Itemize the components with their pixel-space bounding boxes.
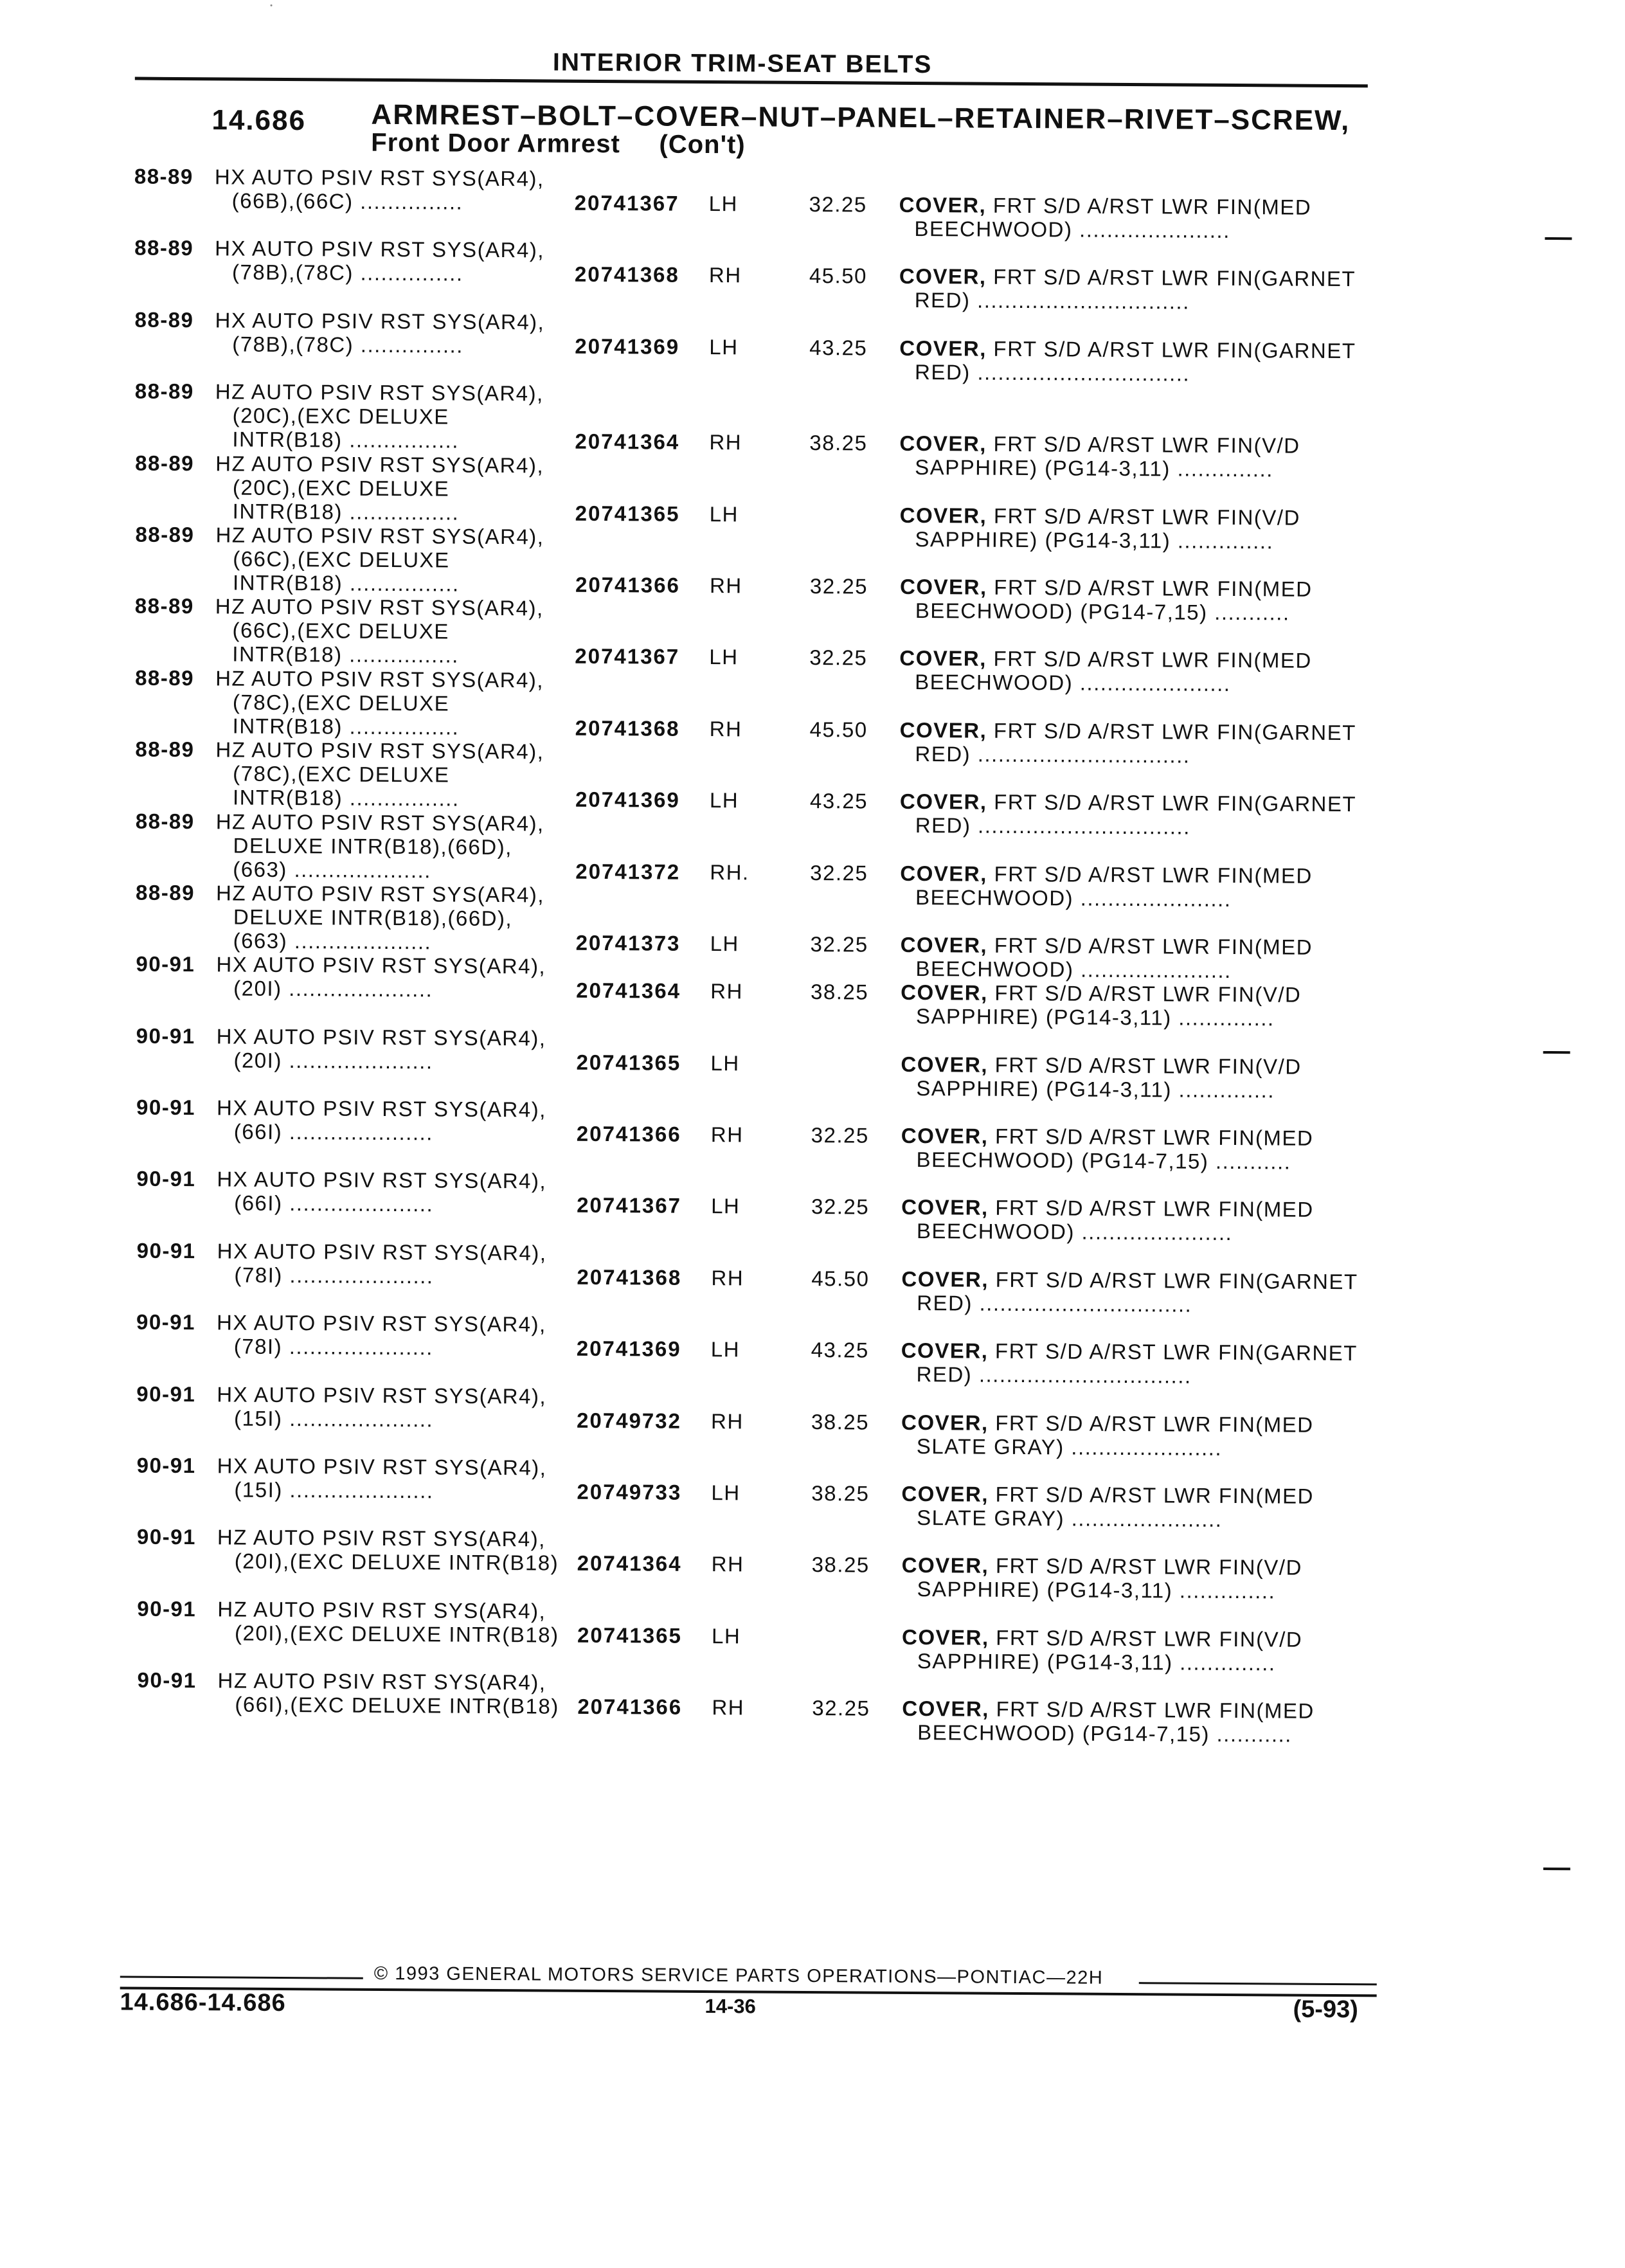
model-years: 88-89 bbox=[134, 307, 194, 332]
model-years: 90-91 bbox=[136, 1310, 196, 1335]
side-code: LH bbox=[710, 931, 739, 956]
application-description bbox=[215, 165, 600, 215]
application-continuation: (66C),(EXC DELUXE bbox=[232, 618, 449, 644]
section-subtitle bbox=[371, 129, 746, 160]
parts-entry bbox=[0, 307, 1624, 388]
application-lead: HX AUTO PSIV RST SYS(AR4), bbox=[216, 952, 546, 978]
part-description bbox=[899, 193, 1374, 244]
part-description-line1: COVER, FRT S/D A/RST LWR FIN(V/D bbox=[901, 1052, 1302, 1079]
part-description-line1: COVER, FRT S/D A/RST LWR FIN(MED bbox=[900, 861, 1313, 888]
parts-entry bbox=[0, 593, 1622, 696]
part-description bbox=[901, 1410, 1377, 1461]
part-description-line2: BEECHWOOD) (PG14-7,15) ........... bbox=[917, 1720, 1293, 1747]
model-years: 90-91 bbox=[136, 1023, 195, 1048]
part-description-line1: COVER, FRT S/D A/RST LWR FIN(V/D bbox=[901, 1553, 1302, 1580]
application-continuation: (20I) ..................... bbox=[233, 976, 433, 1002]
application-description bbox=[217, 1167, 602, 1218]
application-continuation: INTR(B18) ................ bbox=[232, 785, 460, 811]
application-lead: HZ AUTO PSIV RST SYS(AR4), bbox=[217, 1597, 546, 1623]
model-years: 88-89 bbox=[135, 665, 195, 690]
application-continuation: INTR(B18) ................ bbox=[232, 427, 460, 453]
application-description bbox=[217, 1597, 603, 1647]
application-description bbox=[215, 666, 602, 740]
running-head: INTERIOR TRIM-SEAT BELTS bbox=[552, 48, 933, 79]
application-continuation: INTR(B18) ................ bbox=[232, 642, 460, 668]
part-description-line1: COVER, FRT S/D A/RST LWR FIN(MED bbox=[901, 1481, 1314, 1508]
application-continuation: (20I),(EXC DELUXE INTR(B18) bbox=[234, 1621, 559, 1647]
price: 38.25 bbox=[811, 1409, 870, 1434]
application-lead: HX AUTO PSIV RST SYS(AR4), bbox=[216, 1024, 546, 1050]
part-description-line1: COVER, FRT S/D A/RST LWR FIN(GARNET bbox=[899, 336, 1356, 363]
application-lead: HX AUTO PSIV RST SYS(AR4), bbox=[216, 1310, 546, 1336]
application-description bbox=[215, 451, 602, 525]
price: 38.25 bbox=[810, 980, 869, 1004]
part-description bbox=[901, 1482, 1377, 1533]
application-lead: HZ AUTO PSIV RST SYS(AR4), bbox=[215, 737, 544, 764]
part-description-line2: SLATE GRAY) ...................... bbox=[917, 1506, 1223, 1531]
part-description-line2: BEECHWOOD) ...................... bbox=[916, 1219, 1233, 1245]
application-lead: HZ AUTO PSIV RST SYS(AR4), bbox=[215, 451, 544, 478]
part-description-line2: BEECHWOOD) (PG14-7,15) ........... bbox=[916, 1148, 1291, 1174]
part-description-line2: BEECHWOOD) (PG14-7,15) ........... bbox=[915, 598, 1290, 625]
footer-rule-left bbox=[120, 1976, 363, 1979]
parts-entry bbox=[0, 450, 1622, 553]
part-description-line1: COVER, FRT S/D A/RST LWR FIN(V/D bbox=[899, 503, 1300, 530]
price: 32.25 bbox=[810, 932, 868, 957]
part-number: 20741366 bbox=[576, 1121, 681, 1146]
application-lead: HZ AUTO PSIV RST SYS(AR4), bbox=[217, 1525, 546, 1551]
application-description bbox=[215, 595, 601, 669]
part-description-line2: SAPPHIRE) (PG14-3,11) .............. bbox=[915, 455, 1273, 482]
part-number: 20749733 bbox=[577, 1479, 682, 1504]
parts-entry bbox=[1, 1524, 1616, 1606]
parts-entry bbox=[0, 808, 1621, 911]
application-description bbox=[216, 1024, 602, 1074]
part-description bbox=[902, 1697, 1378, 1747]
model-years: 88-89 bbox=[135, 880, 195, 905]
application-continuation: INTR(B18) ................ bbox=[232, 714, 460, 739]
application-continuation: (20I),(EXC DELUXE INTR(B18) bbox=[234, 1549, 559, 1576]
application-description bbox=[215, 737, 602, 811]
section-title: ARMREST–BOLT–COVER–NUT–PANEL–RETAINER–RIVET–SCREW, bbox=[371, 98, 1351, 137]
part-number: 20741373 bbox=[575, 930, 681, 955]
application-lead: HX AUTO PSIV RST SYS(AR4), bbox=[217, 1167, 547, 1193]
part-description bbox=[901, 1338, 1376, 1389]
part-number: 20741365 bbox=[577, 1623, 683, 1648]
part-description-line2: SAPPHIRE) (PG14-3,11) .............. bbox=[915, 1004, 1275, 1030]
part-number: 20741366 bbox=[577, 1695, 683, 1720]
parts-entry bbox=[1, 951, 1620, 1033]
parts-entry bbox=[0, 521, 1622, 625]
part-description-line1: COVER, FRT S/D A/RST LWR FIN(GARNET bbox=[901, 1266, 1358, 1294]
part-number: 20749732 bbox=[576, 1408, 682, 1433]
application-lead: HZ AUTO PSIV RST SYS(AR4), bbox=[215, 881, 545, 907]
part-description-line1: COVER, FRT S/D A/RST LWR FIN(GARNET bbox=[899, 789, 1357, 816]
application-lead: HX AUTO PSIV RST SYS(AR4), bbox=[217, 1454, 547, 1480]
application-description bbox=[216, 953, 602, 1003]
application-lead: HX AUTO PSIV RST SYS(AR4), bbox=[215, 308, 545, 334]
part-description bbox=[901, 980, 1376, 1031]
application-continuation: (66I) ..................... bbox=[233, 1119, 434, 1145]
application-description bbox=[215, 237, 600, 287]
footer-copyright: © 1993 GENERAL MOTORS SERVICE PARTS OPERATIONS—PONTIAC—22H bbox=[373, 1963, 1104, 1988]
part-description-line2: BEECHWOOD) ...................... bbox=[915, 956, 1232, 982]
price: 43.25 bbox=[809, 789, 868, 813]
header-rule bbox=[135, 77, 1368, 88]
parts-entry bbox=[1, 1310, 1617, 1391]
part-description-line1: COVER, FRT S/D A/RST LWR FIN(MED bbox=[901, 1123, 1314, 1150]
part-description bbox=[901, 1267, 1377, 1318]
parts-entry bbox=[1, 1023, 1619, 1104]
side-code: LH bbox=[709, 501, 739, 526]
part-number: 20741372 bbox=[575, 859, 681, 884]
application-description bbox=[215, 523, 602, 597]
part-number: 20741365 bbox=[575, 501, 680, 526]
part-number: 20741364 bbox=[575, 429, 680, 454]
application-description bbox=[217, 1526, 603, 1576]
price: 45.50 bbox=[809, 264, 868, 288]
part-description-line2: RED) ............................... bbox=[915, 741, 1190, 768]
model-years: 88-89 bbox=[134, 379, 194, 404]
model-years: 90-91 bbox=[136, 1238, 196, 1263]
application-continuation: (20C),(EXC DELUXE bbox=[232, 403, 450, 429]
part-description bbox=[901, 1195, 1377, 1246]
side-code: RH bbox=[710, 1122, 744, 1147]
part-description-line2: BEECHWOOD) ...................... bbox=[915, 670, 1231, 696]
part-number: 20741368 bbox=[577, 1264, 682, 1290]
side-code: RH bbox=[710, 979, 743, 1004]
part-description-line2: RED) ............................... bbox=[914, 359, 1190, 386]
application-continuation: (78B),(78C) ............... bbox=[232, 332, 464, 357]
part-description bbox=[901, 1052, 1376, 1103]
part-description bbox=[901, 1124, 1376, 1174]
price: 32.25 bbox=[809, 192, 867, 217]
part-description-line2: SAPPHIRE) (PG14-3,11) .............. bbox=[915, 526, 1274, 553]
part-description bbox=[899, 336, 1375, 387]
part-number: 20741369 bbox=[575, 787, 680, 812]
model-years: 88-89 bbox=[135, 451, 195, 475]
parts-entry bbox=[1, 1452, 1617, 1534]
application-continuation: (78B),(78C) ............... bbox=[231, 260, 463, 286]
side-code: LH bbox=[710, 1337, 741, 1362]
part-number: 20741364 bbox=[576, 978, 681, 1004]
part-description-line1: COVER, FRT S/D A/RST LWR FIN(V/D bbox=[901, 1625, 1303, 1652]
margin-mark bbox=[1543, 1051, 1570, 1054]
model-years: 90-91 bbox=[136, 1525, 197, 1549]
part-description-line2: SLATE GRAY) ...................... bbox=[916, 1434, 1223, 1460]
price: 32.25 bbox=[811, 1123, 869, 1148]
price bbox=[804, 502, 868, 503]
part-number: 20741368 bbox=[575, 716, 680, 741]
application-description bbox=[215, 809, 602, 883]
parts-entry bbox=[1, 1381, 1617, 1462]
application-lead: HX AUTO PSIV RST SYS(AR4), bbox=[214, 165, 544, 191]
price: 45.50 bbox=[811, 1266, 870, 1291]
parts-entry bbox=[1, 1238, 1618, 1319]
price: 45.50 bbox=[809, 717, 868, 742]
application-description bbox=[217, 1454, 602, 1504]
application-continuation: (66C),(EXC DELUXE bbox=[233, 546, 450, 572]
side-code: LH bbox=[708, 192, 738, 216]
application-description bbox=[217, 1239, 602, 1289]
part-description-line1: COVER, FRT S/D A/RST LWR FIN(GARNET bbox=[899, 264, 1356, 291]
application-lead: HZ AUTO PSIV RST SYS(AR4), bbox=[215, 594, 544, 620]
part-description-line2: BEECHWOOD) ...................... bbox=[914, 216, 1230, 242]
part-description-line1: COVER, FRT S/D A/RST LWR FIN(MED bbox=[901, 1195, 1314, 1222]
application-continuation: (20C),(EXC DELUXE bbox=[232, 475, 450, 501]
price: 32.25 bbox=[811, 1194, 870, 1220]
footer-page-number: 14-36 bbox=[705, 1995, 756, 2018]
part-description bbox=[902, 1625, 1378, 1676]
price: 32.25 bbox=[809, 573, 868, 598]
application-continuation: (66I) ..................... bbox=[234, 1191, 434, 1216]
side-code: LH bbox=[711, 1623, 741, 1648]
part-number: 20741367 bbox=[575, 644, 680, 669]
parts-entry bbox=[0, 736, 1621, 839]
price: 38.25 bbox=[811, 1481, 870, 1506]
price: 38.25 bbox=[811, 1553, 870, 1578]
parts-entry bbox=[1, 1166, 1619, 1248]
application-lead: HX AUTO PSIV RST SYS(AR4), bbox=[215, 236, 545, 262]
side-code: RH bbox=[709, 716, 742, 741]
model-years: 88-89 bbox=[135, 809, 195, 833]
part-description bbox=[899, 264, 1375, 315]
part-description-line2: SAPPHIRE) (PG14-3,11) .............. bbox=[917, 1577, 1276, 1603]
side-code: LH bbox=[709, 788, 739, 813]
model-years: 88-89 bbox=[134, 593, 194, 618]
price: 32.25 bbox=[810, 860, 868, 885]
part-number: 20741369 bbox=[575, 334, 680, 359]
part-description-line1: COVER, FRT S/D A/RST LWR FIN(MED bbox=[901, 1410, 1314, 1437]
part-number: 20741369 bbox=[576, 1336, 681, 1362]
application-continuation: (78I) ..................... bbox=[234, 1263, 434, 1288]
part-description-line1: COVER, FRT S/D A/RST LWR FIN(MED bbox=[899, 646, 1312, 673]
margin-mark bbox=[1543, 1868, 1570, 1870]
parts-entry bbox=[0, 378, 1623, 482]
application-lead: HZ AUTO PSIV RST SYS(AR4), bbox=[215, 523, 544, 549]
side-code: RH bbox=[708, 263, 742, 287]
application-continuation: (78C),(EXC DELUXE bbox=[233, 761, 450, 787]
part-description-line2: SAPPHIRE) (PG14-3,11) .............. bbox=[917, 1648, 1276, 1675]
part-description-line1: COVER, FRT S/D A/RST LWR FIN(MED bbox=[902, 1697, 1315, 1724]
part-number: 20741367 bbox=[577, 1193, 682, 1218]
application-continuation: (663) .................... bbox=[233, 928, 432, 954]
side-code: RH bbox=[711, 1552, 744, 1576]
price: 32.25 bbox=[809, 645, 868, 670]
parts-list bbox=[0, 163, 1624, 1749]
part-description-line2: RED) ............................... bbox=[917, 1290, 1192, 1317]
part-description-line2: SAPPHIRE) (PG14-3,11) .............. bbox=[916, 1076, 1275, 1102]
price: 38.25 bbox=[809, 431, 868, 455]
application-continuation: (78I) ..................... bbox=[233, 1334, 433, 1360]
application-lead: HX AUTO PSIV RST SYS(AR4), bbox=[217, 1382, 547, 1408]
part-description-line2: BEECHWOOD) ...................... bbox=[915, 885, 1232, 911]
model-years: 90-91 bbox=[136, 1382, 196, 1406]
application-lead: HZ AUTO PSIV RST SYS(AR4), bbox=[215, 809, 544, 835]
part-description-line1: COVER, FRT S/D A/RST LWR FIN(GARNET bbox=[899, 717, 1356, 744]
side-code: LH bbox=[709, 334, 739, 359]
application-continuation: (66I),(EXC DELUXE INTR(B18) bbox=[235, 1692, 559, 1718]
application-description bbox=[217, 1095, 602, 1146]
parts-entry bbox=[2, 1668, 1615, 1749]
part-description-line1: COVER, FRT S/D A/RST LWR FIN(V/D bbox=[899, 431, 1300, 458]
part-description-line1: COVER, FRT S/D A/RST LWR FIN(GARNET bbox=[901, 1338, 1358, 1365]
parts-entry bbox=[0, 235, 1624, 317]
application-continuation: DELUXE INTR(B18),(66D), bbox=[233, 833, 512, 859]
application-continuation: (15I) ..................... bbox=[234, 1477, 434, 1503]
section-subtitle-text: Front Door Armrest (Con't) bbox=[371, 128, 746, 159]
application-continuation: (20I) ..................... bbox=[233, 1048, 433, 1074]
part-description-line2: RED) ............................... bbox=[914, 288, 1190, 314]
side-code: RH bbox=[709, 430, 742, 455]
part-number: 20741364 bbox=[577, 1551, 682, 1576]
parts-entry bbox=[0, 665, 1621, 768]
part-description-line1: COVER, FRT S/D A/RST LWR FIN(MED bbox=[899, 574, 1313, 601]
application-continuation: (66B),(66C) ............... bbox=[231, 188, 463, 214]
margin-mark bbox=[1545, 237, 1572, 240]
model-years: 90-91 bbox=[137, 1596, 197, 1621]
part-description-line2: RED) ............................... bbox=[916, 1362, 1192, 1388]
part-number: 20741367 bbox=[574, 190, 679, 215]
application-continuation: (663) .................... bbox=[233, 857, 432, 882]
model-years: 90-91 bbox=[136, 1167, 196, 1191]
application-lead: HZ AUTO PSIV RST SYS(AR4), bbox=[217, 1668, 546, 1695]
model-years: 88-89 bbox=[135, 522, 195, 547]
model-years: 90-91 bbox=[136, 951, 195, 977]
side-code: RH bbox=[711, 1265, 744, 1290]
footer-revision: (5-93) bbox=[1293, 1995, 1359, 2024]
application-continuation: DELUXE INTR(B18),(66D), bbox=[233, 905, 513, 931]
price: 32.25 bbox=[812, 1696, 870, 1720]
price: 43.25 bbox=[811, 1338, 869, 1362]
side-code: LH bbox=[710, 1050, 740, 1076]
application-description bbox=[215, 380, 601, 454]
application-lead: HZ AUTO PSIV RST SYS(AR4), bbox=[215, 379, 544, 406]
parts-entry bbox=[1, 1094, 1619, 1176]
section-number: 14.686 bbox=[211, 104, 307, 137]
part-number: 20741366 bbox=[575, 572, 680, 597]
part-description-line2: RED) ............................... bbox=[915, 813, 1190, 839]
model-years: 88-89 bbox=[134, 164, 193, 189]
side-code: LH bbox=[711, 1480, 741, 1505]
application-continuation: INTR(B18) ................ bbox=[232, 499, 460, 525]
model-years: 90-91 bbox=[136, 1453, 196, 1478]
model-years: 90-91 bbox=[136, 1095, 196, 1120]
application-description bbox=[217, 1669, 603, 1719]
model-years: 88-89 bbox=[134, 235, 194, 260]
side-code: RH bbox=[712, 1695, 745, 1720]
application-lead: HX AUTO PSIV RST SYS(AR4), bbox=[216, 1095, 546, 1122]
parts-entry bbox=[2, 1596, 1616, 1677]
part-description-line1: COVER, FRT S/D A/RST LWR FIN(MED bbox=[899, 192, 1312, 219]
part-description bbox=[901, 1553, 1377, 1604]
side-code: RH bbox=[709, 573, 742, 598]
application-description bbox=[216, 881, 602, 955]
side-code: LH bbox=[711, 1194, 741, 1218]
application-description bbox=[217, 1311, 602, 1361]
part-description-line1: COVER, FRT S/D A/RST LWR FIN(V/D bbox=[901, 980, 1302, 1007]
application-description bbox=[215, 308, 600, 358]
model-years: 90-91 bbox=[137, 1668, 197, 1693]
price: 43.25 bbox=[809, 335, 868, 360]
part-number: 20741368 bbox=[574, 262, 679, 287]
parts-entry bbox=[0, 163, 1624, 245]
footer-rule-right bbox=[1139, 1982, 1377, 1985]
application-lead: HZ AUTO PSIV RST SYS(AR4), bbox=[215, 666, 544, 692]
side-code: LH bbox=[709, 645, 739, 669]
application-continuation: (15I) ..................... bbox=[234, 1406, 434, 1432]
side-code: RH bbox=[710, 1408, 744, 1434]
application-continuation: INTR(B18) ................ bbox=[232, 570, 460, 596]
footer-section-range: 14.686-14.686 bbox=[120, 1988, 286, 2017]
part-number: 20741365 bbox=[576, 1050, 681, 1075]
application-description bbox=[217, 1382, 602, 1432]
part-description-line1: COVER, FRT S/D A/RST LWR FIN(MED bbox=[900, 932, 1313, 959]
side-code: RH. bbox=[710, 860, 750, 884]
application-lead: HX AUTO PSIV RST SYS(AR4), bbox=[217, 1239, 547, 1265]
scan-speck bbox=[271, 4, 273, 6]
application-continuation: (78C),(EXC DELUXE bbox=[232, 690, 450, 716]
model-years: 88-89 bbox=[135, 737, 195, 762]
